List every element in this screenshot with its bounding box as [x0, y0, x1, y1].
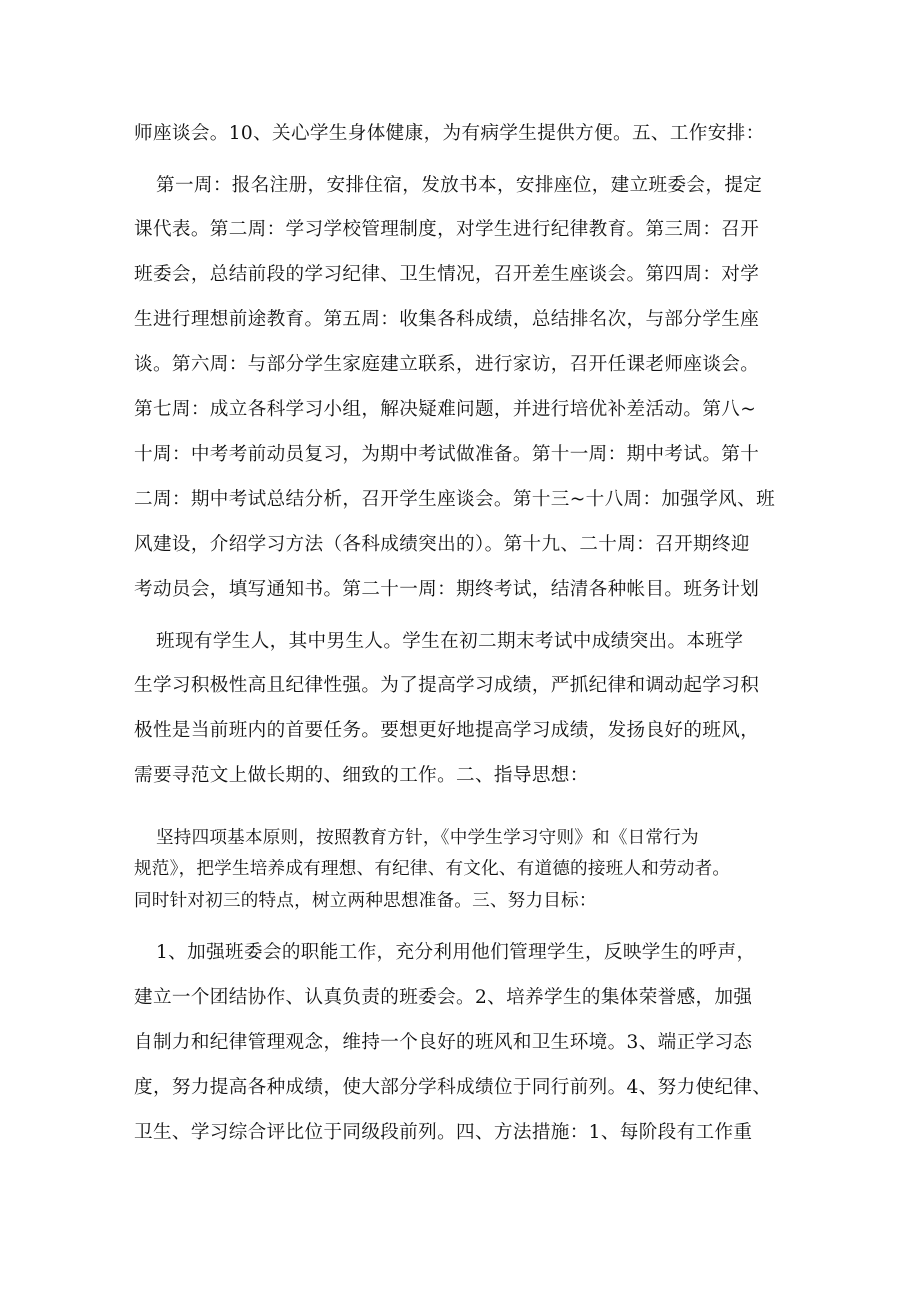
text-line-1: 师座谈会。10、关心学生身体健康，为有病学生提供方便。五、工作安排：: [134, 123, 765, 144]
text-line-6: 谈。第六周：与部分学生家庭建立联系，进行家访，召开任课老师座谈会。: [134, 354, 760, 375]
text-line-21: 自制力和纪律管理观念，维持一个良好的班风和卫生环境。3、端正学习态: [134, 1032, 753, 1053]
text-line-8: 十周：中考考前动员复习，为期中考试做准备。第十一周：期中考试。第十: [134, 444, 760, 465]
text-line-11: 考动员会，填写通知书。第二十一周：期终考试，结清各种帐目。班务计划: [134, 579, 760, 600]
text-line-9: 二周：期中考试总结分析，召开学生座谈会。第十三~十八周：加强学风、班: [134, 489, 776, 510]
text-line-22: 度，努力提高各种成绩，使大部分学科成绩位于同行前列。4、努力使纪律、: [134, 1077, 772, 1098]
text-line-3: 课代表。第二周：学习学校管理制度，对学生进行纪律教育。第三周：召开: [134, 219, 760, 240]
text-line-15: 需要寻范文上做长期的、细致的工作。二、指导思想：: [134, 765, 589, 786]
text-line-12: 班现有学生人，其中男生人。学生在初二期末考试中成绩突出。本班学: [156, 631, 744, 652]
text-line-17: 规范》，把学生培养成有理想、有纪律、有文化、有道德的接班人和劳动者。: [134, 859, 731, 879]
text-line-20: 建立一个团结协作、认真负责的班委会。2、培养学生的集体荣誉感，加强: [134, 987, 753, 1008]
text-line-18: 同时针对初三的特点，树立两种思想准备。三、努力目标：: [134, 891, 597, 911]
text-line-14: 极性是当前班内的首要任务。要想更好地提高学习成绩，发扬良好的班风，: [134, 720, 760, 741]
text-line-10: 风建设，介绍学习方法（各科成绩突出的）。第十九、二十周：召开期终迎: [134, 534, 750, 555]
text-line-7: 第七周：成立各科学习小组，解决疑难问题，并进行培优补差活动。第八~: [134, 399, 757, 420]
text-line-13: 生学习积极性高且纪律性强。为了提高学习成绩，严抓纪律和调动起学习积: [134, 675, 760, 696]
text-line-16: 坚持四项基本原则，按照教育方针，《中学生学习守则》和《日常行为: [156, 828, 699, 848]
text-line-23: 卫生、学习综合评比位于同级段前列。四、方法措施：1、每阶段有工作重: [134, 1122, 753, 1143]
text-line-5: 生进行理想前途教育。第五周：收集各科成绩，总结排名次，与部分学生座: [134, 309, 760, 330]
text-line-19: 1、加强班委会的职能工作，充分利用他们管理学生，反映学生的呼声，: [156, 942, 756, 963]
text-line-2: 第一周：报名注册，安排住宿，发放书本，安排座位，建立班委会，提定: [156, 175, 763, 196]
text-line-4: 班委会，总结前段的学习纪律、卫生情况，召开差生座谈会。第四周：对学: [134, 264, 760, 285]
